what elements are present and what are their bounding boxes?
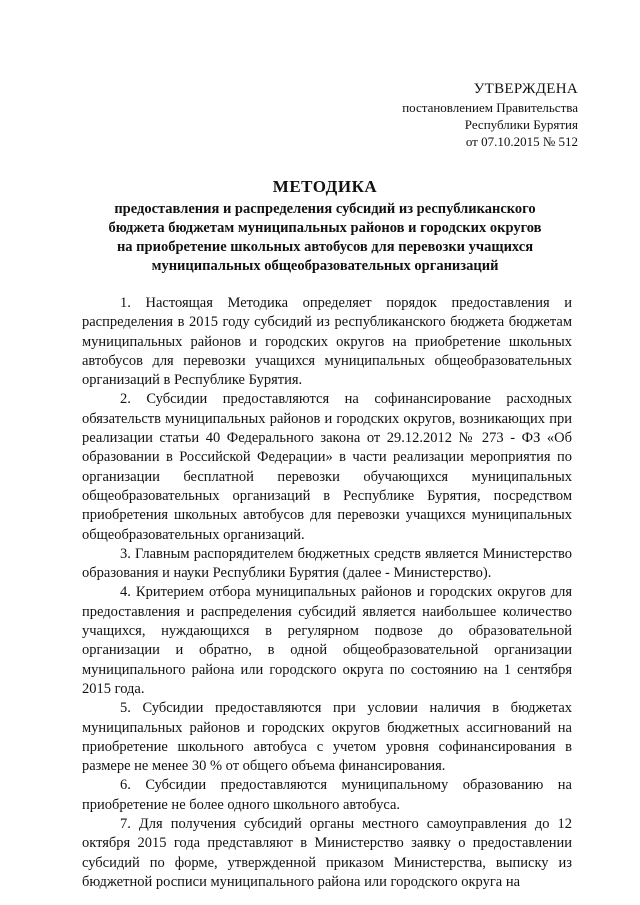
paragraph-1: 1. Настоящая Методика определяет порядок предоставления и распределения в 2015 году субсидий из республиканского бюджета бюджетам муниципальных районов и городских округов на приобретение школьных автобусов для перевозки учащихся муниципальных общеобразовательных организаций в Республике Бурятия.	[82, 295, 572, 389]
document-title	[80, 176, 570, 276]
document-body	[82, 294, 572, 892]
approval-heading: УТВЕРЖДЕНА	[473, 81, 578, 97]
approval-resolution: постановлением Правительства	[402, 100, 578, 115]
approval-stamp	[258, 80, 578, 150]
title-subtitle-line: на приобретение школьных автобусов для перевозки учащихся	[116, 239, 534, 255]
paragraph-4: 4. Критерием отбора муниципальных районов и городских округов для предоставления и распределения субсидий является наибольшее количество учащихся, нуждающихся в регулярном подвозе до образовательной организации и обратно, в одной общеобразовательной организации муниципального района или городского округа по состоянию на 1 сентября 2015 года.	[82, 584, 572, 697]
paragraph-2: 2. Субсидии предоставляются на софинансирование расходных обязательств муниципальных районов и городских округов, возникающих при реализации статьи 40 Федерального закона от 29.12.2012 № 273 - ФЗ «Об образовании в Российской Федерации» в части реализации мероприятия по организации бесплатной перевозки обучающихся муниципальных общеобразовательных организаций в Республике Бурятия, посредством приобретения школьных автобусов для перевозки учащихся муниципальных общеобразовательных организаций.	[82, 391, 572, 543]
title-subtitle-line: бюджета бюджетам муниципальных районов и городских округов	[108, 220, 542, 236]
paragraph-6: 6. Субсидии предоставляются муниципальному образованию на приобретение не более одного школьного автобуса.	[82, 777, 572, 813]
title-main: МЕТОДИКА	[272, 177, 378, 196]
paragraph-3: 3. Главным распорядителем бюджетных средств является Министерство образования и науки Республики Бурятия (далее - Министерство).	[82, 545, 572, 582]
title-subtitle-line: муниципальных общеобразовательных организаций	[151, 258, 499, 274]
paragraph-5: 5. Субсидии предоставляются при условии наличия в бюджетах муниципальных районов и городских округов бюджетных ассигнований на приобретение школьного автобуса с учетом уровня софинансирования в размере не менее 30 % от общего объема финансирования.	[82, 700, 572, 775]
paragraph-7: 7. Для получения субсидий органы местного самоуправления до 12 октября 2015 года представляют в Министерство заявку о предоставлении субсидий по форме, утвержденной приказом Министерства, выписку из бюджетной росписи муниципального района или городского округа на	[82, 816, 572, 890]
approval-date-number: от 07.10.2015 № 512	[465, 134, 578, 149]
title-subtitle-line: предоставления и распределения субсидий из республиканского	[114, 201, 536, 217]
approval-republic: Республики Бурятия	[464, 117, 578, 132]
